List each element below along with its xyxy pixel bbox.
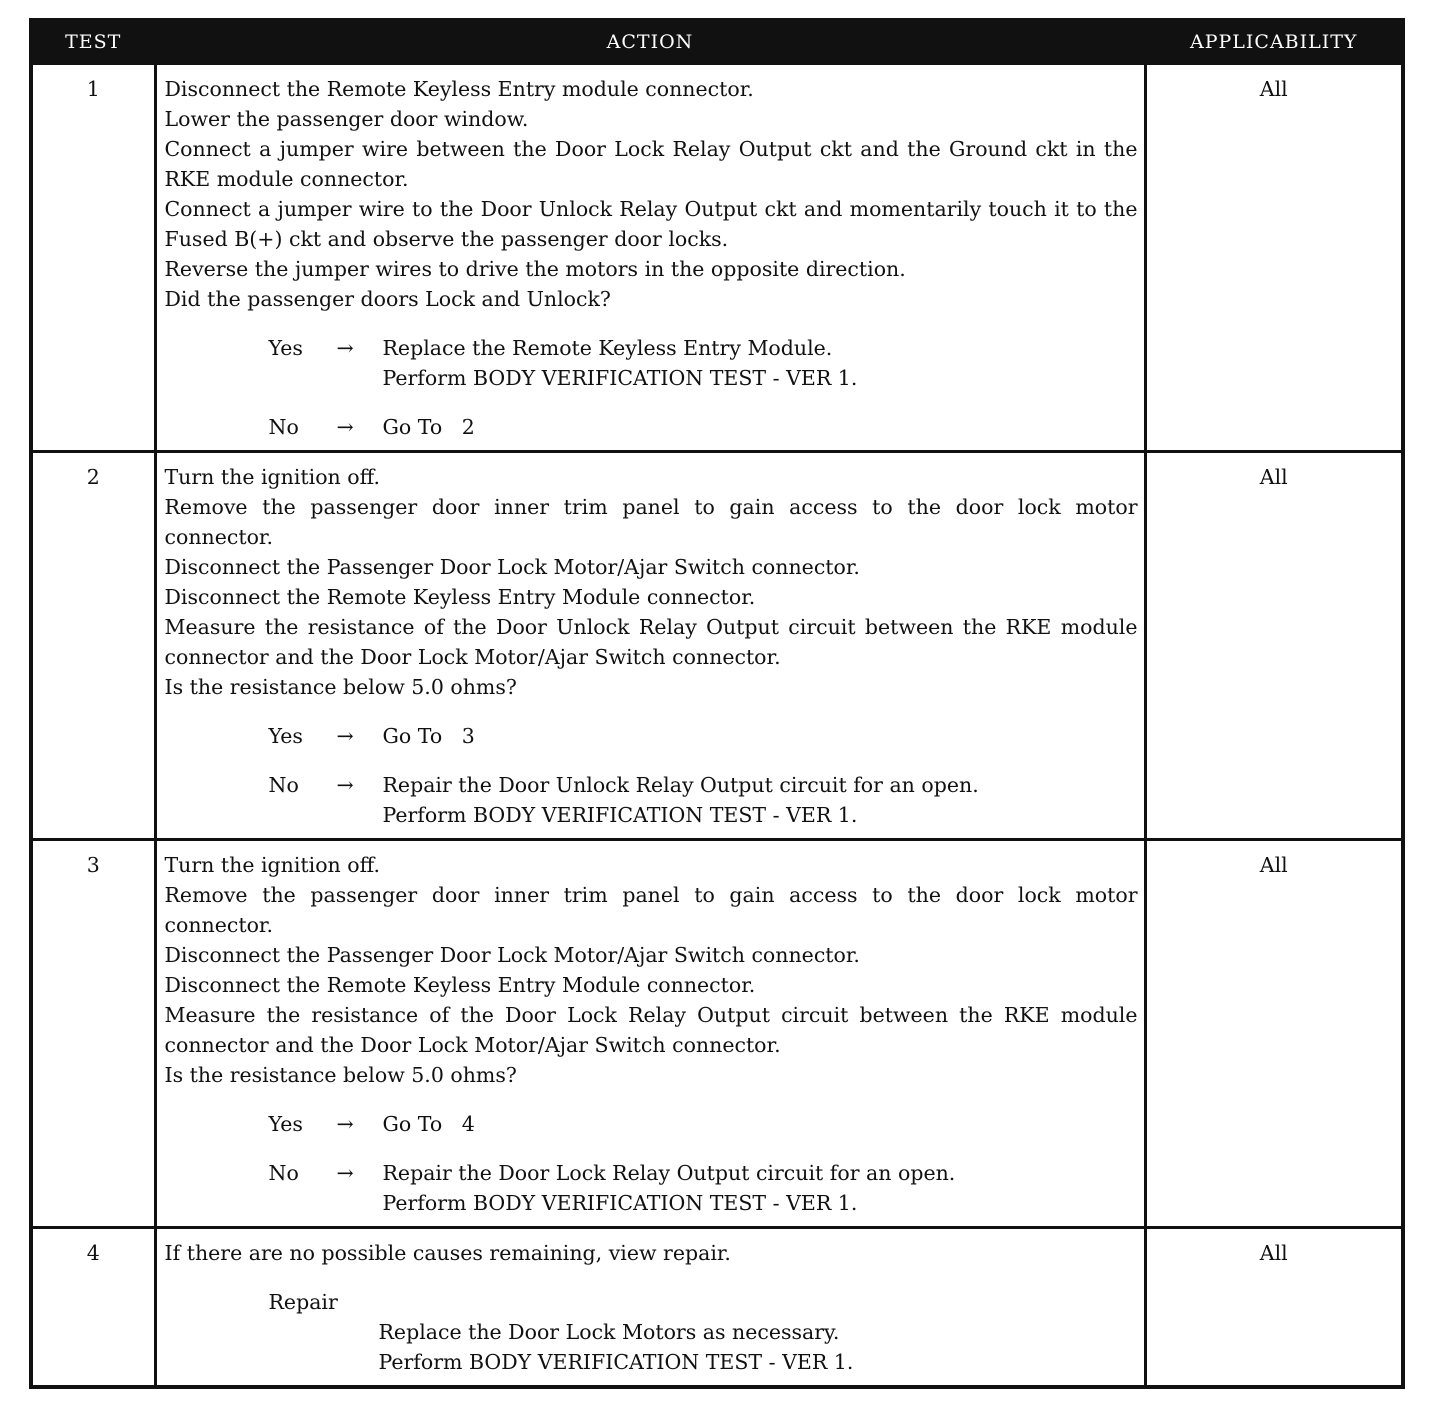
result-label: Yes — [268, 724, 303, 748]
result-line: Perform BODY VERIFICATION TEST - VER 1. — [382, 366, 858, 390]
action-cell — [155, 64, 1145, 452]
result-line: Go To 3 — [382, 724, 475, 748]
action-step: Is the resistance below 5.0 ohms? — [164, 1063, 517, 1087]
applicability-cell: All — [1145, 452, 1403, 840]
diagnostic-test-table — [29, 18, 1405, 1389]
result-yes — [269, 333, 1138, 393]
action-step: Disconnect the Remote Keyless Entry Module connector. — [164, 973, 756, 997]
result-label: No — [268, 773, 299, 797]
action-step: If there are no possible causes remaining, view repair. — [164, 1241, 731, 1265]
result-line: Replace the Remote Keyless Entry Module. — [382, 336, 833, 360]
action-step: Is the resistance below 5.0 ohms? — [164, 675, 517, 699]
arrow-right-icon: → — [336, 773, 354, 797]
test-number: 3 — [31, 840, 155, 1228]
result-line: Perform BODY VERIFICATION TEST - VER 1. — [382, 1191, 858, 1215]
table-row — [31, 64, 1403, 452]
result-label: Yes — [268, 1112, 303, 1136]
table-row — [31, 452, 1403, 840]
action-step: Did the passenger doors Lock and Unlock? — [164, 287, 611, 311]
action-cell — [155, 840, 1145, 1228]
action-step: Turn the ignition off. — [164, 465, 380, 489]
applicability-cell: All — [1145, 840, 1403, 1228]
repair-section — [269, 1287, 1138, 1377]
action-cell — [155, 1228, 1145, 1388]
header-test: TEST — [31, 20, 155, 64]
result-text — [383, 1109, 1138, 1139]
table-row — [31, 840, 1403, 1228]
header-applicability: APPLICABILITY — [1145, 20, 1403, 64]
action-step: Disconnect the Passenger Door Lock Motor/Ajar Switch connector. — [164, 943, 860, 967]
arrow-right-icon: → — [336, 415, 354, 439]
results — [165, 721, 1138, 830]
result-label: No — [268, 415, 299, 439]
result-yes — [269, 1109, 1138, 1139]
result-no — [269, 412, 1138, 442]
result-yes — [269, 721, 1138, 751]
table-row — [31, 1228, 1403, 1388]
applicability-cell: All — [1145, 64, 1403, 452]
action-step: Disconnect the Remote Keyless Entry module connector. — [164, 77, 754, 101]
header-action: ACTION — [155, 20, 1145, 64]
result-line: Perform BODY VERIFICATION TEST - VER 1. — [382, 803, 858, 827]
test-number: 2 — [31, 452, 155, 840]
action-step: Measure the resistance of the Door Unlock Relay Output circuit between the RKE module connector and the Door Lock Motor/Ajar Switch connector. — [164, 615, 1138, 669]
action-step: Disconnect the Passenger Door Lock Motor/Ajar Switch connector. — [164, 555, 860, 579]
result-no — [269, 770, 1138, 830]
arrow-right-icon: → — [336, 1112, 354, 1136]
action-step: Connect a jumper wire between the Door Lock Relay Output ckt and the Ground ckt in the RKE module connector. — [164, 137, 1138, 191]
result-line: Go To 2 — [382, 415, 475, 439]
result-label: No — [268, 1161, 299, 1185]
result-line: Repair the Door Lock Relay Output circuit for an open. — [382, 1161, 956, 1185]
result-text — [383, 1158, 1138, 1218]
result-text — [383, 412, 1138, 442]
result-line: Go To 4 — [382, 1112, 475, 1136]
test-number: 4 — [31, 1228, 155, 1388]
arrow-right-icon: → — [336, 336, 354, 360]
action-cell — [155, 452, 1145, 840]
action-step: Disconnect the Remote Keyless Entry Module connector. — [164, 585, 756, 609]
repair-lines — [379, 1317, 1138, 1377]
test-number: 1 — [31, 64, 155, 452]
action-step: Lower the passenger door window. — [164, 107, 529, 131]
results — [165, 333, 1138, 442]
table-header-row — [31, 20, 1403, 64]
repair-line: Perform BODY VERIFICATION TEST - VER 1. — [378, 1350, 854, 1374]
repair-label: Repair — [268, 1290, 338, 1314]
arrow-right-icon: → — [336, 724, 354, 748]
result-line: Repair the Door Unlock Relay Output circuit for an open. — [382, 773, 979, 797]
action-step: Measure the resistance of the Door Lock Relay Output circuit between the RKE module connector and the Door Lock Motor/Ajar Switch connector. — [164, 1003, 1138, 1057]
repair-line: Replace the Door Lock Motors as necessary. — [378, 1320, 840, 1344]
result-text — [383, 333, 1138, 393]
action-step: Turn the ignition off. — [164, 853, 380, 877]
result-text — [383, 721, 1138, 751]
action-step: Reverse the jumper wires to drive the motors in the opposite direction. — [164, 257, 906, 281]
arrow-right-icon: → — [336, 1161, 354, 1185]
action-step: Remove the passenger door inner trim panel to gain access to the door lock motor connector. — [164, 883, 1138, 937]
result-label: Yes — [268, 336, 303, 360]
applicability-cell: All — [1145, 1228, 1403, 1388]
result-text — [383, 770, 1138, 830]
action-step: Remove the passenger door inner trim panel to gain access to the door lock motor connector. — [164, 495, 1138, 549]
results — [165, 1109, 1138, 1218]
result-no — [269, 1158, 1138, 1218]
action-step: Connect a jumper wire to the Door Unlock Relay Output ckt and momentarily touch it to the Fused B(+) ckt and observe the passenger door locks. — [164, 197, 1138, 251]
